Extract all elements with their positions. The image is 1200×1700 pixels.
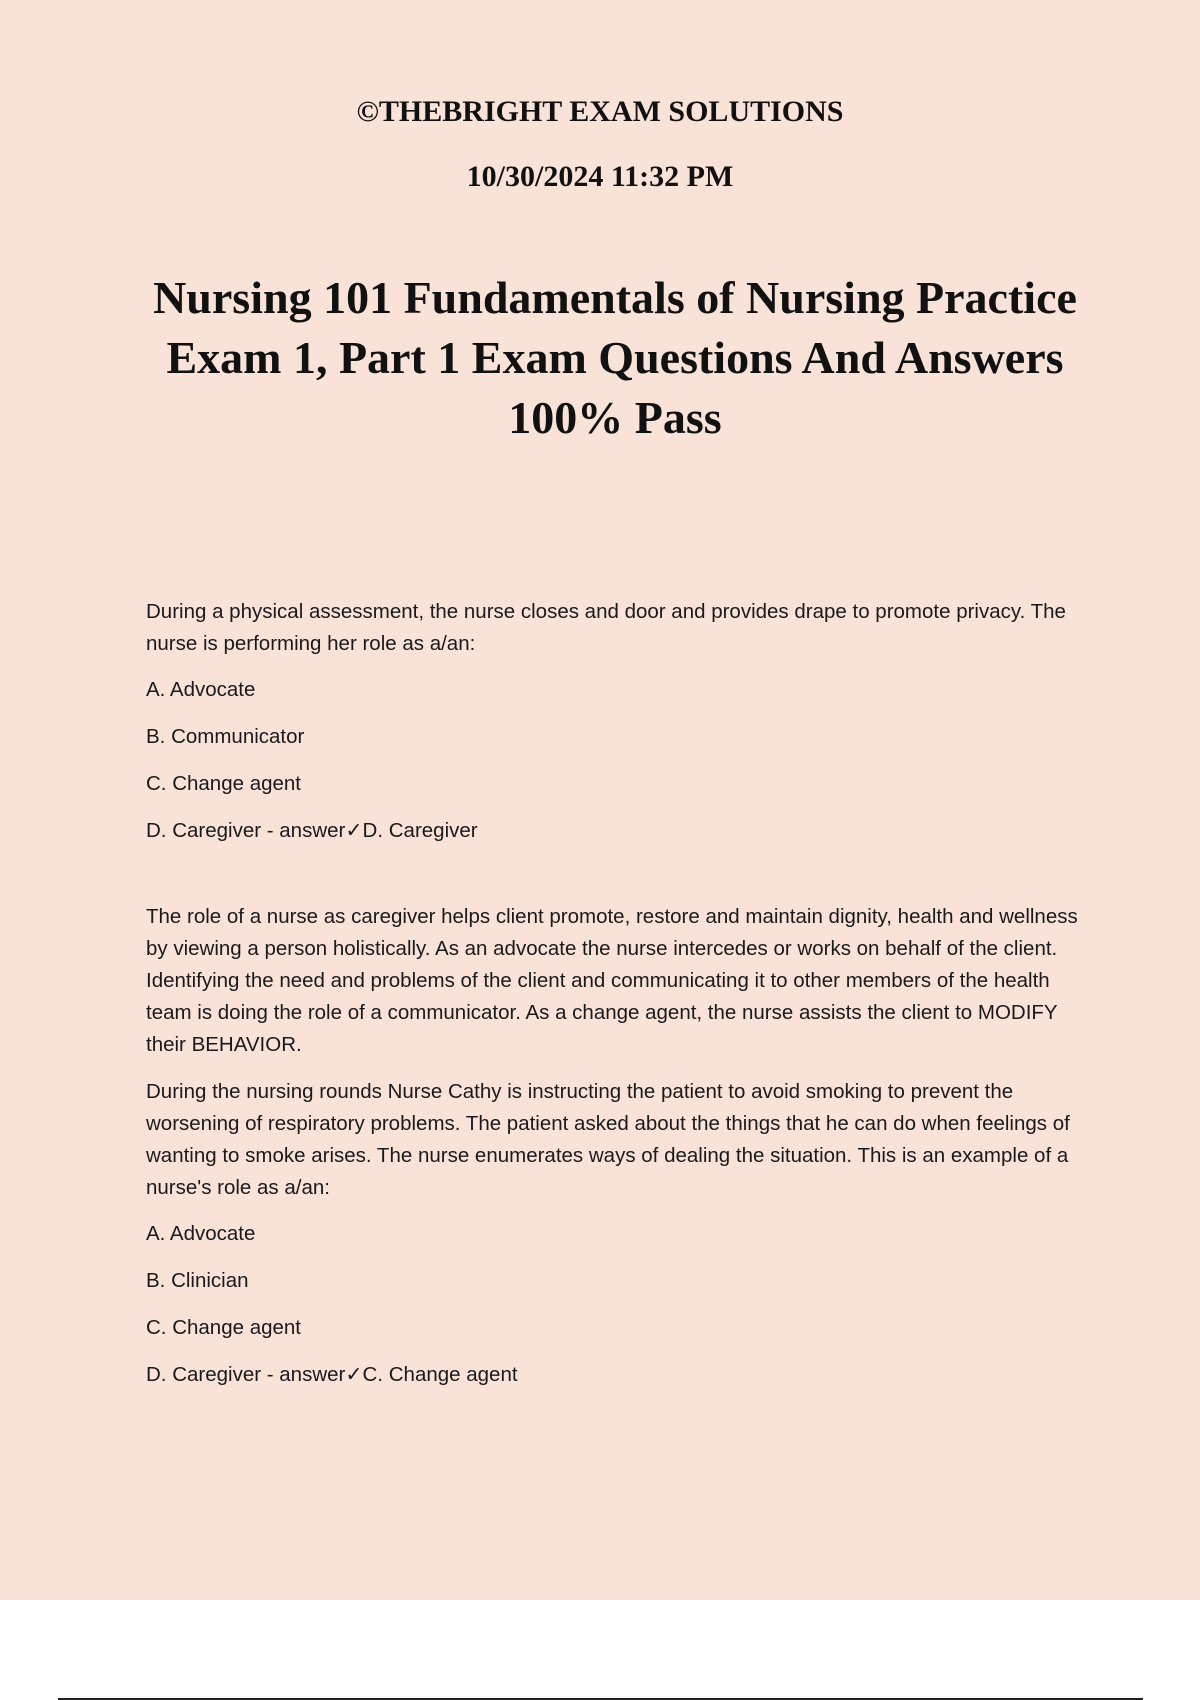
datetime-header: 10/30/2024 11:32 PM	[466, 160, 734, 193]
question-1-text: During a physical assessment, the nurse closes and door and provides drape to promote privacy. The nurse is performing her role as a/an:	[146, 600, 1066, 655]
question-2-option-c: C. Change agent	[146, 1316, 302, 1339]
explanation-1: The role of a nurse as caregiver helps client promote, restore and maintain dignity, health and wellness by viewing a person holistically. As an advocate the nurse intercedes or works on behalf of the client. Identifying the need and problems of the client and communicating it to other members of the health team is doing the role of a communicator. As a change agent, the nurse assists the client to MODIFY their BEHAVIOR.	[146, 905, 1078, 1056]
question-2-option-d-answer: D. Caregiver - answer✓C. Change agent	[146, 1363, 518, 1386]
question-1-option-c: C. Change agent	[146, 772, 302, 795]
question-2-option-b: B. Clinician	[146, 1269, 249, 1292]
document-title: Nursing 101 Fundamentals of Nursing Practice Exam 1, Part 1 Exam Questions And Answers 100% Pass	[153, 272, 1077, 443]
question-2-text: During the nursing rounds Nurse Cathy is instructing the patient to avoid smoking to prevent the worsening of respiratory problems. The patient asked about the things that he can do when feelings of wanting to smoke arises. The nurse enumerates ways of dealing the situation. This is an example of a nurse's role as a/an:	[146, 1080, 1070, 1199]
question-1-option-a: A. Advocate	[146, 678, 256, 701]
copyright-header: ©THEBRIGHT EXAM SOLUTIONS	[356, 95, 844, 128]
question-2-option-a: A. Advocate	[146, 1222, 256, 1245]
question-1-option-b: B. Communicator	[146, 725, 305, 748]
question-1-option-d-answer: D. Caregiver - answer✓D. Caregiver	[146, 819, 478, 842]
document-body	[146, 596, 1086, 1391]
